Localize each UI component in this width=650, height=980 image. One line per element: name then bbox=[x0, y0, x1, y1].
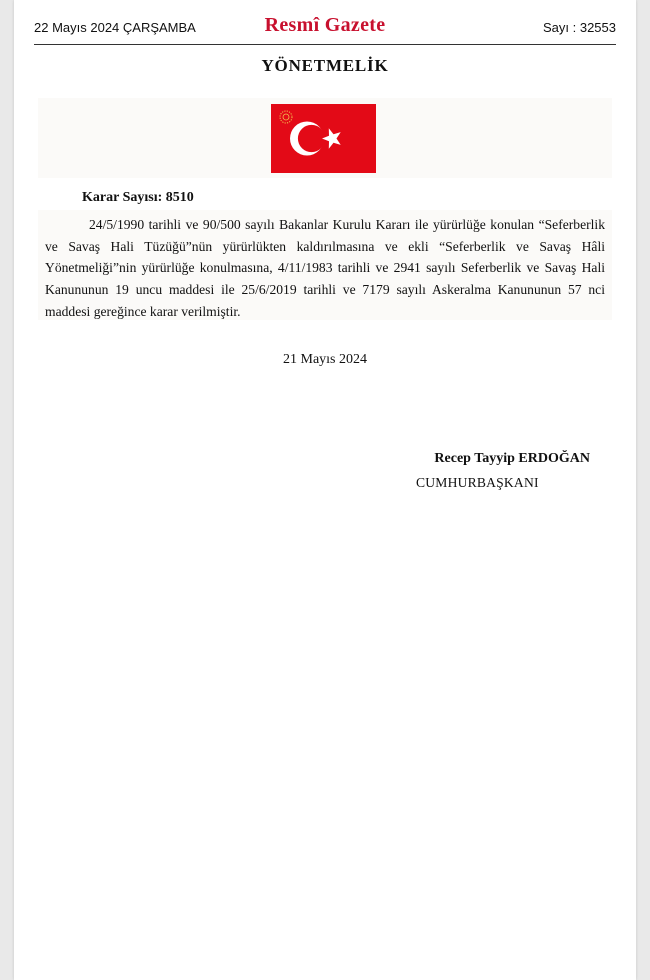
signer-name: Recep Tayyip ERDOĞAN bbox=[434, 451, 590, 466]
gazette-page bbox=[14, 0, 636, 980]
decision-number: Karar Sayısı: 8510 bbox=[82, 190, 194, 205]
header-divider bbox=[34, 44, 616, 45]
issue-number: Sayı : 32553 bbox=[543, 20, 616, 35]
decision-body-text: 24/5/1990 tarihli ve 90/500 sayılı Bakanlar Kurulu Kararı ile yürürlüğe konulan “Seferberlik ve Savaş Hali Tüzüğü”nün yürürlükten kaldırılmasına ve ekli “Seferberlik ve Savaş Hâli Yönetmeliği”nin yürürlüğe konulmasına, 4/11/1983 tarihli ve 2941 sayılı Seferberlik ve Savaş Hali Kanununun 19 uncu maddesi ile 25/6/2019 tarihli ve 7179 sayılı Askeralma Kanununun 57 nci maddesi gereğince karar verilmiştir. bbox=[45, 217, 605, 319]
section-title: YÖNETMELİK bbox=[261, 56, 389, 75]
gazette-title: Resmî Gazete bbox=[264, 14, 386, 36]
header-date: 22 Mayıs 2024 ÇARŞAMBA bbox=[34, 20, 196, 35]
turkish-flag-icon bbox=[271, 104, 376, 173]
signer-title: CUMHURBAŞKANI bbox=[416, 475, 539, 490]
gazette-header bbox=[34, 14, 616, 44]
decision-date: 21 Mayıs 2024 bbox=[283, 352, 367, 367]
